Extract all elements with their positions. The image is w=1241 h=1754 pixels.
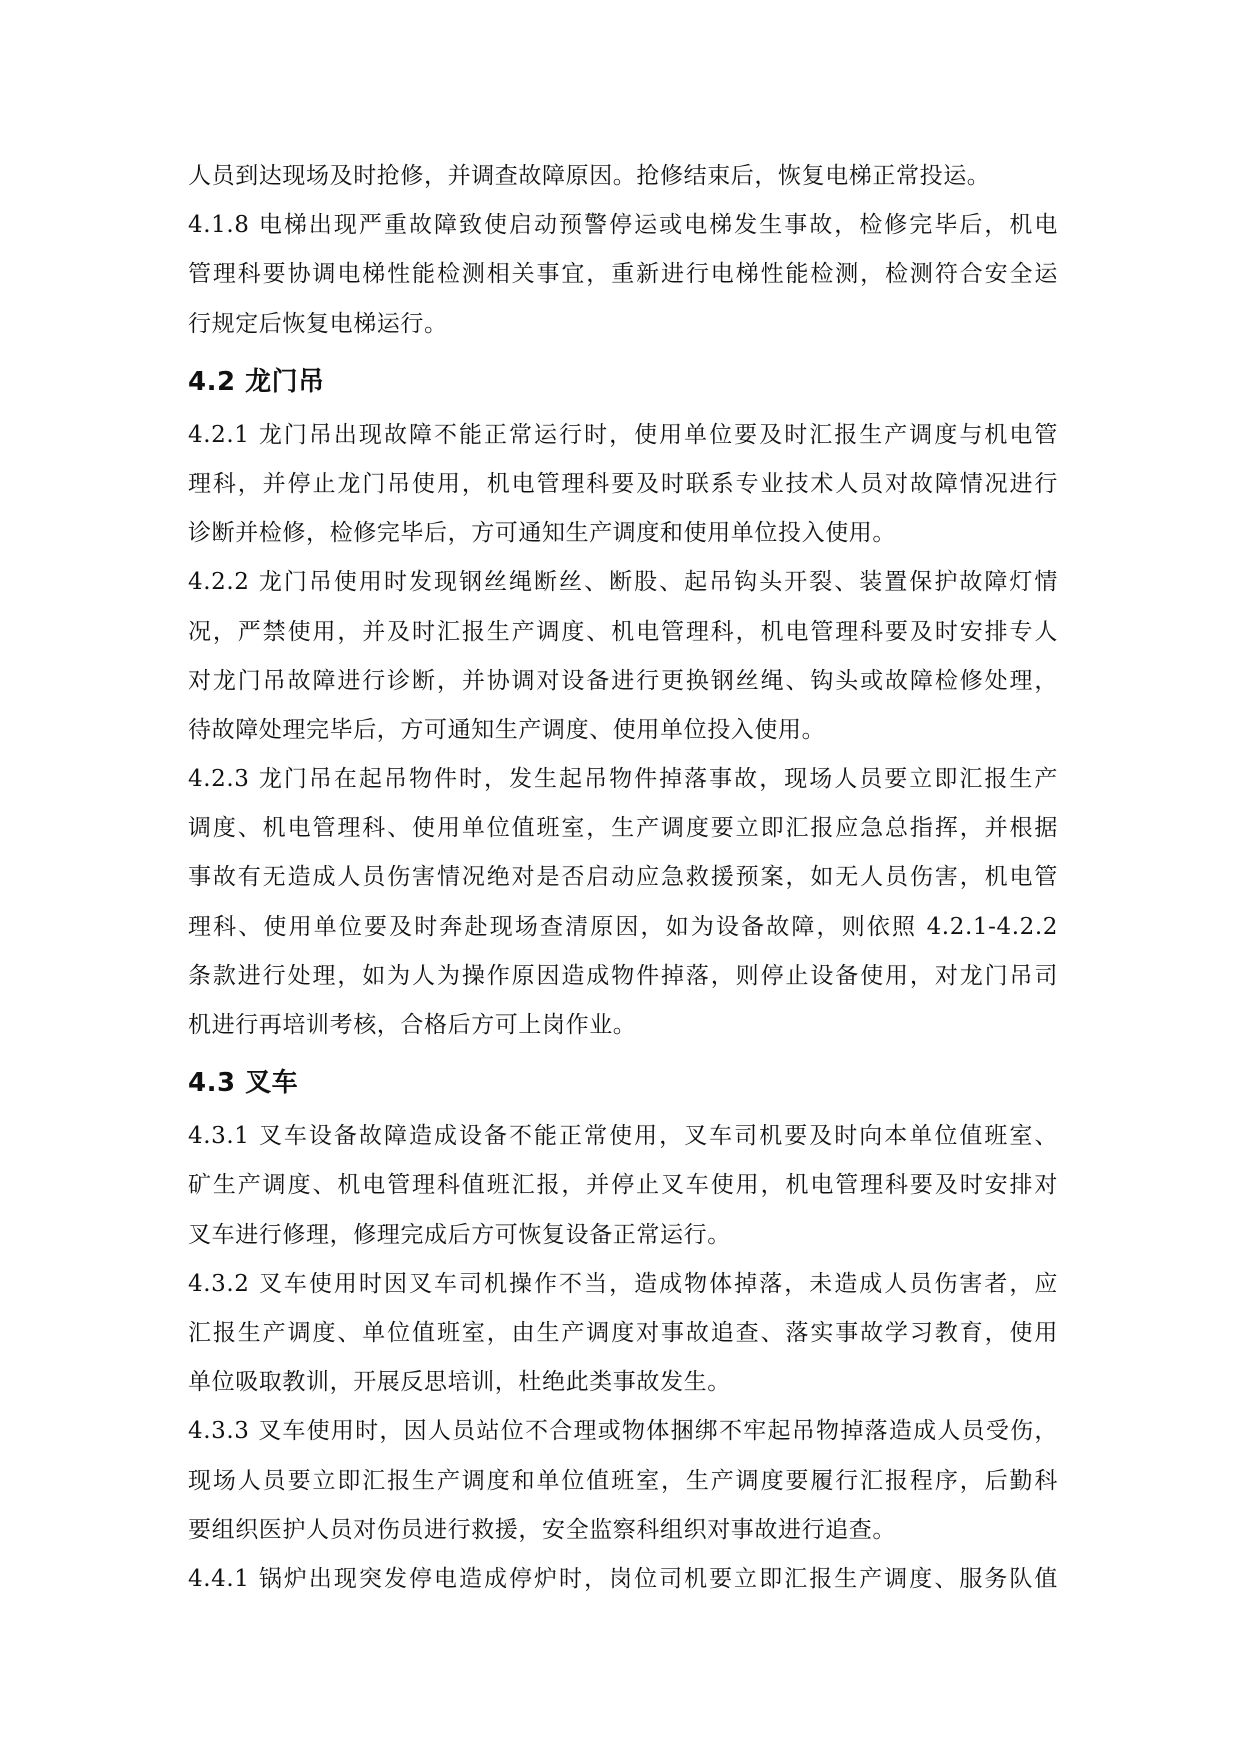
text-line: 叉车进行修理，修理完成后方可恢复设备正常运行。 [188,1221,731,1248]
text-line: 4.1.8 电梯出现严重故障致使启动预警停运或电梯发生事故，检修完毕后，机电 [188,212,1058,239]
text-line: 要组织医护人员对伤员进行救援，安全监察科组织对事故进行追查。 [188,1516,896,1543]
text-line: 汇报生产调度、单位值班室，由生产调度对事故追查、落实事故学习教育，使用 [188,1319,1058,1346]
text-line: 矿生产调度、机电管理科值班汇报，并停止叉车使用，机电管理科要及时安排对 [188,1172,1058,1199]
text-line: 行规定后恢复电梯运行。 [188,310,448,337]
section-heading-4-2: 4.2 龙门吊 [188,366,325,397]
document-body [188,152,1058,1604]
text-line: 机进行再培训考核，合格后方可上岗作业。 [188,1012,637,1038]
text-line: 待故障处理完毕后，方可通知生产调度、使用单位投入使用。 [188,716,826,743]
text-line: 调度、机电管理科、使用单位值班室，生产调度要立即汇报应急总指挥，并根据 [188,815,1058,842]
text-line: 事故有无造成人员伤害情况绝对是否启动应急救援预案，如无人员伤害，机电管 [188,864,1058,891]
text-line: 单位吸取教训，开展反思培训，杜绝此类事故发生。 [188,1369,731,1396]
text-line: 4.2.2 龙门吊使用时发现钢丝绳断丝、断股、起吊钩头开裂、装置保护故障灯情 [188,569,1058,596]
text-line: 人员到达现场及时抢修，并调查故障原因。抢修结束后，恢复电梯正常投运。 [188,163,991,189]
text-line: 4.3.2 叉车使用时因叉车司机操作不当，造成物体掉落，未造成人员伤害者，应 [188,1270,1058,1297]
text-line: 4.2.1 龙门吊出现故障不能正常运行时，使用单位要及时汇报生产调度与机电管 [188,421,1058,448]
text-line: 4.3.3 叉车使用时，因人员站位不合理或物体捆绑不牢起吊物掉落造成人员受伤， [188,1418,1058,1445]
text-line: 管理科要协调电梯性能检测相关事宜，重新进行电梯性能检测，检测符合安全运 [188,261,1058,288]
text-line: 对龙门吊故障进行诊断，并协调对设备进行更换钢丝绳、钩头或故障检修处理， [188,667,1058,694]
text-line: 理科、使用单位要及时奔赴现场查清原因，如为设备故障，则依照 4.2.1-4.2.2 [188,913,1058,940]
text-line: 况，严禁使用，并及时汇报生产调度、机电管理科，机电管理科要及时安排专人 [188,618,1058,645]
section-heading-4-3: 4.3 叉车 [188,1068,299,1099]
text-line: 现场人员要立即汇报生产调度和单位值班室，生产调度要履行汇报程序，后勤科 [188,1467,1058,1494]
text-line: 理科，并停止龙门吊使用，机电管理科要及时联系专业技术人员对故障情况进行 [188,470,1058,497]
text-line: 4.3.1 叉车设备故障造成设备不能正常使用，叉车司机要及时向本单位值班室、 [188,1123,1058,1150]
text-line: 4.4.1 锅炉出现突发停电造成停炉时，岗位司机要立即汇报生产调度、服务队值 [188,1565,1058,1592]
text-line: 条款进行处理，如为人为操作原因造成物件掉落，则停止设备使用，对龙门吊司 [188,962,1058,989]
text-line: 诊断并检修，检修完毕后，方可通知生产调度和使用单位投入使用。 [188,520,896,547]
text-line: 4.2.3 龙门吊在起吊物件时，发生起吊物件掉落事故，现场人员要立即汇报生产 [188,766,1058,793]
